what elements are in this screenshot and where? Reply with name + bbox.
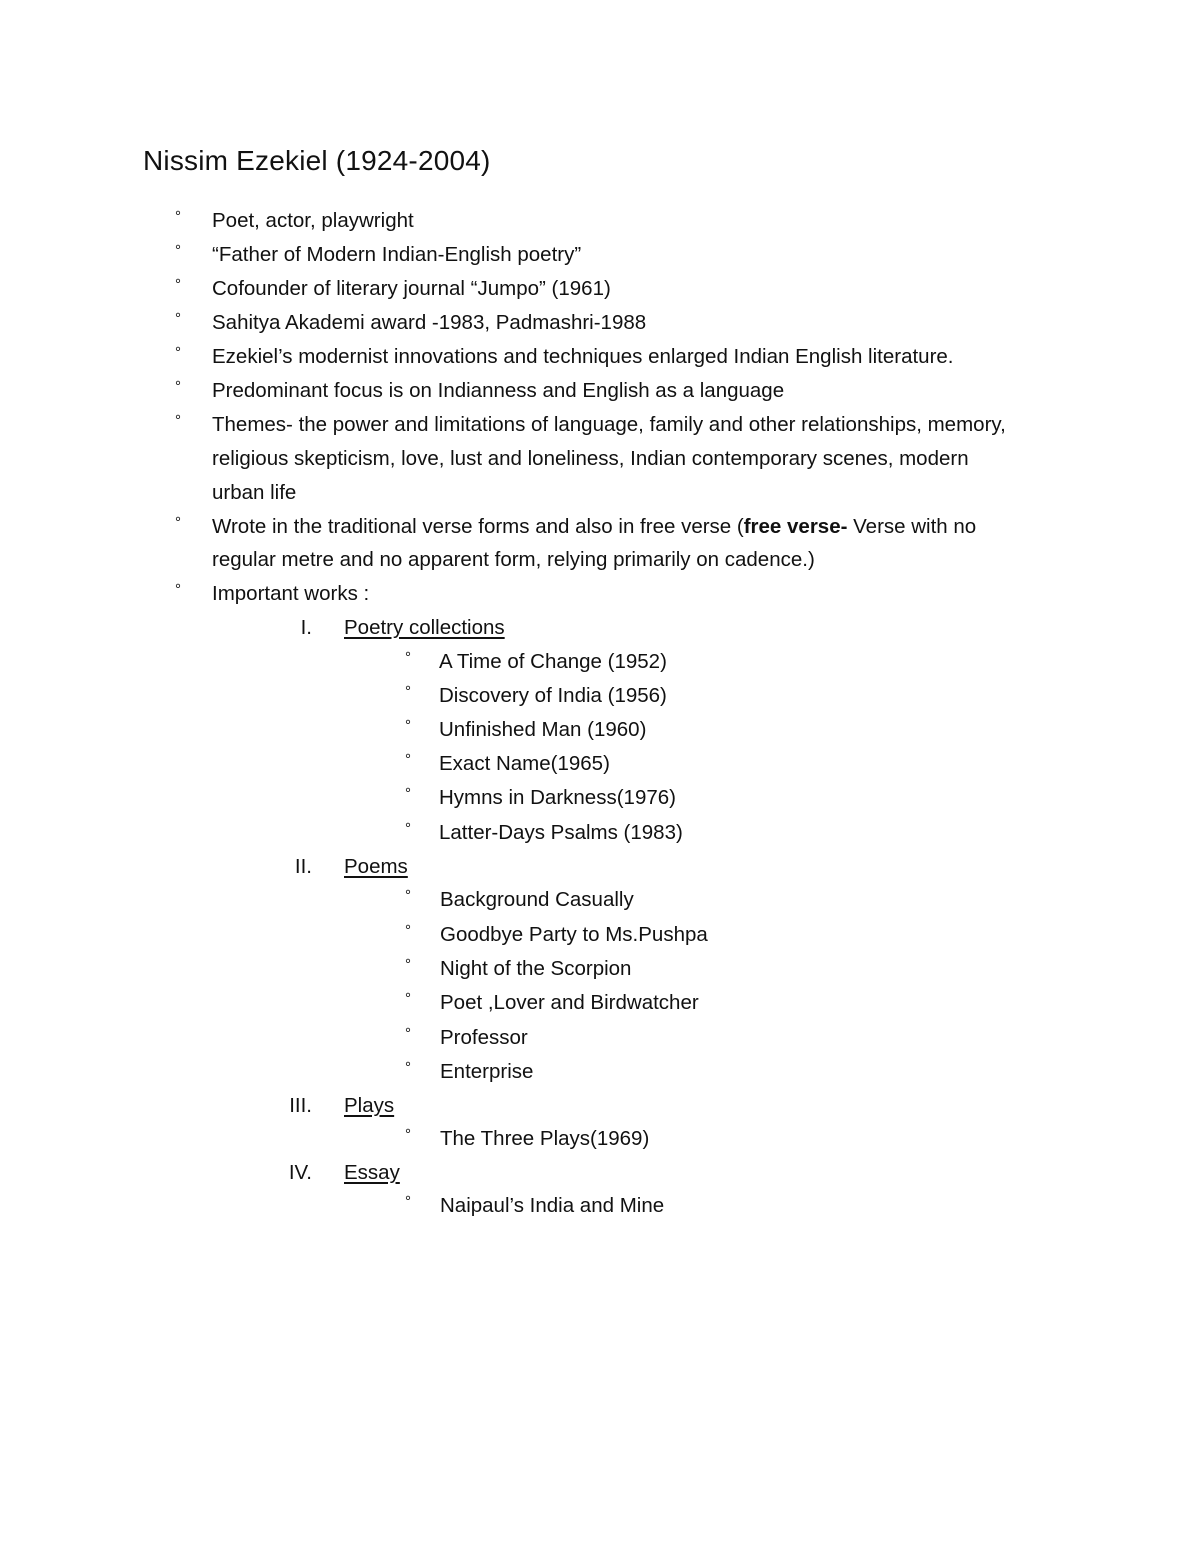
free-verse-term: free verse- (743, 515, 848, 538)
bullet-icon: ° (175, 344, 181, 361)
section-heading-essay: Essay (344, 1161, 400, 1184)
list-item: Hymns in Darkness(1976) (439, 786, 676, 809)
bullet-icon: ° (405, 649, 411, 666)
section-heading-plays: Plays (344, 1094, 395, 1117)
section-heading-poems: Poems (344, 855, 408, 878)
verse-text-before: Wrote in the traditional verse forms and also in free verse ( (212, 515, 744, 538)
section-numeral: IV. (288, 1161, 312, 1184)
bullet-icon: ° (405, 717, 411, 734)
bullet-icon: ° (175, 208, 181, 225)
verse-line-1 (212, 510, 976, 544)
bullet-icon: ° (405, 683, 411, 700)
bullet-icon: ° (175, 276, 181, 293)
bullet-icon: ° (175, 514, 181, 531)
bullet-icon: ° (405, 785, 411, 802)
list-item: Naipaul’s India and Mine (440, 1194, 665, 1217)
list-item: Exact Name(1965) (439, 752, 610, 775)
bullet-icon: ° (405, 820, 411, 837)
bullet-icon: ° (405, 1126, 411, 1143)
list-item: Predominant focus is on Indianness and English as a language (212, 379, 785, 402)
section-heading-poetry-collections: Poetry collections (344, 616, 505, 639)
list-item: Sahitya Akademi award -1983, Padmashri-1988 (212, 311, 647, 334)
list-item: Background Casually (440, 888, 634, 911)
list-item: Enterprise (440, 1060, 534, 1083)
list-item: A Time of Change (1952) (439, 650, 667, 673)
bullet-icon: ° (175, 412, 181, 429)
list-item: Cofounder of literary journal “Jumpo” (1961) (212, 277, 611, 300)
section-numeral: II. (294, 855, 312, 878)
list-item: Discovery of India (1956) (439, 684, 667, 707)
themes-line-3: urban life (212, 481, 297, 504)
bullet-icon: ° (405, 1193, 411, 1210)
bullet-icon: ° (405, 1059, 411, 1076)
list-item: “Father of Modern Indian-English poetry” (212, 243, 582, 266)
themes-line-1: Themes- the power and limitations of language, family and other relationships, memory, (212, 413, 1006, 436)
bullet-icon: ° (405, 887, 411, 904)
page-title: Nissim Ezekiel (1924-2004) (143, 145, 491, 176)
list-item: Professor (440, 1026, 528, 1049)
themes-line-2: religious skepticism, love, lust and loneliness, Indian contemporary scenes, modern (212, 447, 969, 470)
bullet-icon: ° (175, 378, 181, 395)
bullet-icon: ° (175, 310, 181, 327)
list-item: Goodbye Party to Ms.Pushpa (440, 923, 708, 946)
list-item: Ezekiel’s modernist innovations and techniques enlarged Indian English literature. (212, 345, 954, 368)
bullet-icon: ° (405, 990, 411, 1007)
list-item: Poet ,Lover and Birdwatcher (440, 991, 699, 1014)
list-item: The Three Plays(1969) (440, 1127, 650, 1150)
bullet-icon: ° (405, 751, 411, 768)
important-works-label: Important works : (212, 582, 370, 605)
bullet-icon: ° (175, 581, 181, 598)
section-numeral: I. (300, 616, 312, 639)
bullet-icon: ° (405, 1025, 411, 1042)
list-item: Unfinished Man (1960) (439, 718, 647, 741)
bullet-icon: ° (405, 922, 411, 939)
section-numeral: III. (289, 1094, 312, 1117)
verse-text-after: Verse with no (847, 515, 977, 538)
list-item: Poet, actor, playwright (212, 209, 414, 232)
list-item: Night of the Scorpion (440, 957, 632, 980)
bullet-icon: ° (405, 956, 411, 973)
verse-line-2: regular metre and no apparent form, relying primarily on cadence.) (212, 548, 815, 571)
bullet-icon: ° (175, 242, 181, 259)
list-item: Latter-Days Psalms (1983) (439, 821, 683, 844)
